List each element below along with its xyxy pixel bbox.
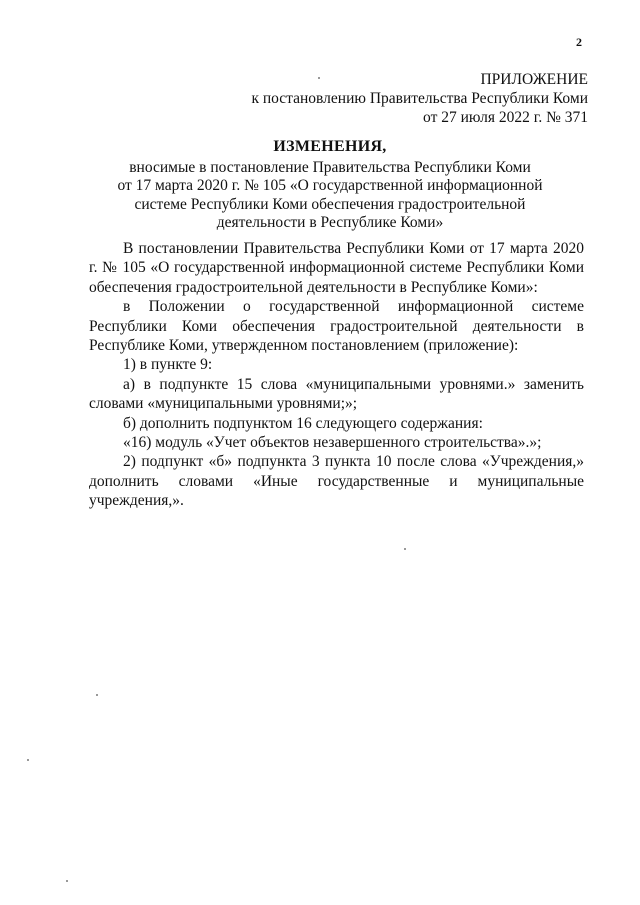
heading-line-3: системе Республики Коми обеспечения градостроительной (134, 195, 526, 213)
paragraph-item-2: 2) подпункт «б» подпункта 3 пункта 10 после слова «Учреждения,» дополнить словами «Иные государственные и муниципальные учреждения,». (89, 453, 584, 510)
scan-speck (27, 759, 29, 761)
heading-line-2: от 17 марта 2020 г. № 105 «О государственной информационной (117, 177, 543, 194)
document-title: ИЗМЕНЕНИЯ, (273, 138, 387, 155)
paragraph-subitem-b: б) дополнить подпунктом 16 следующего содержания: (123, 414, 483, 432)
paragraph-item-1: 1) в пункте 9: (123, 356, 213, 374)
appendix-label: ПРИЛОЖЕНИЕ (480, 71, 588, 88)
paragraph-intro: В постановлении Правительства Республики Коми от 17 марта 2020 г. № 105 «О государственной информационной системе Республики Коми обеспечения градостроительной деятельности в Республике Коми»: (89, 240, 584, 296)
scan-speck (404, 548, 406, 550)
appendix-resolution-ref: к постановлению Правительства Республики Коми (251, 90, 588, 107)
paragraph-module-16: «16) модуль «Учет объектов незавершенного строительства».»; (123, 434, 542, 452)
paragraph-regulation: в Положении о государственной информационной системе Республики Коми обеспечения градостроительной деятельности в Республике Коми, утвержденном постановлением (приложение): (89, 298, 584, 355)
document-heading (90, 138, 570, 233)
scan-speck (66, 880, 68, 882)
appendix-date-number: от 27 июля 2022 г. № 371 (423, 109, 588, 126)
heading-line-1: вносимые в постановление Правительства Республики Коми (129, 158, 531, 176)
paragraph-subitem-a: а) в подпункте 15 слова «муниципальными уровнями.» заменить словами «муниципальными уровнями;»; (89, 375, 584, 413)
document-body (89, 239, 584, 511)
appendix-header (251, 70, 588, 127)
page-number: 2 (576, 35, 582, 49)
scan-speck (96, 694, 98, 696)
scan-speck (318, 77, 320, 79)
heading-line-4: деятельности в Республике Коми» (216, 214, 444, 231)
